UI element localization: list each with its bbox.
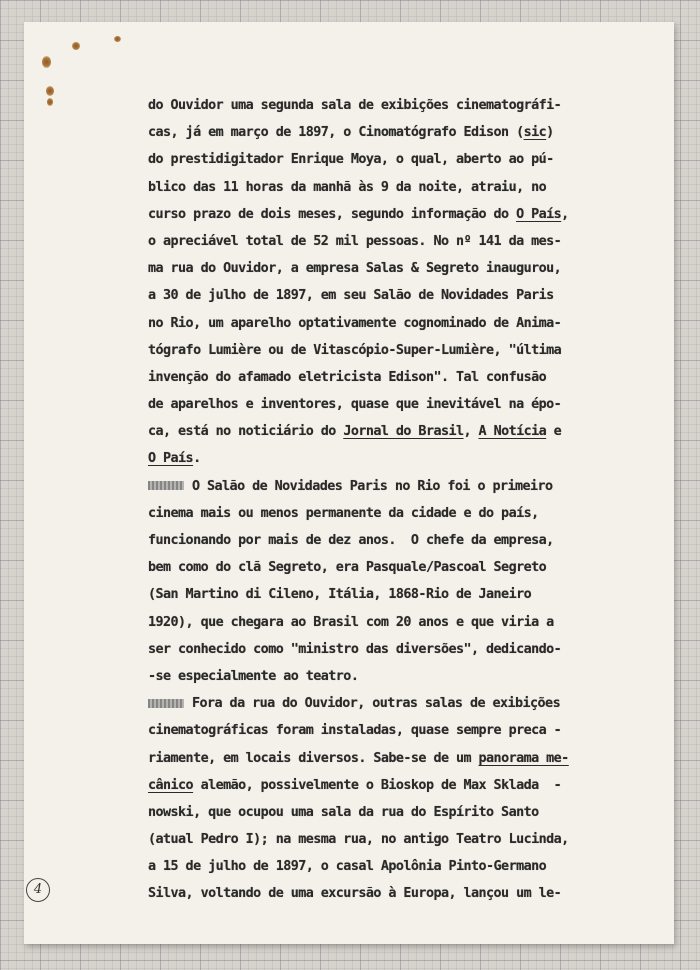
text-segment: cas, já em março de 1897, o Cinomatógrafo Edison ( — [148, 125, 524, 141]
text-line — [148, 201, 648, 228]
text-segment: do prestidigitador Enrique Moya, o qual, aberto ao pú- — [148, 152, 554, 168]
text-segment: Silva, voltando de uma excursão à Europa, lançou um le- — [148, 886, 562, 902]
text-segment: de aparelhos e inventores, quase que inevitável na épo- — [148, 397, 562, 413]
text-line — [148, 880, 648, 907]
text-segment: ma rua do Ouvidor, a empresa Salas & Segreto inaugurou, — [148, 261, 562, 277]
text-segment: funcionando por mais de dez anos. O chefe da empresa, — [148, 533, 554, 548]
text-segment: blico das 11 horas da manhã às 9 da noite, atraiu, no — [148, 179, 547, 195]
text-line — [148, 690, 648, 717]
text-segment: , — [463, 424, 479, 440]
paragraph-indent-mark — [148, 481, 184, 490]
rust-stain — [47, 98, 53, 106]
underlined-text: Jornal do Brasil — [343, 424, 464, 440]
rust-stain — [42, 56, 51, 68]
text-segment: cinema mais ou menos permanente da cidade e do país, — [148, 505, 539, 521]
text-line — [148, 717, 648, 744]
text-line — [148, 282, 648, 309]
text-line — [148, 418, 648, 445]
text-line — [148, 663, 648, 690]
text-line — [148, 255, 648, 282]
text-segment: a 30 de julho de 1897, em seu Salão de Novidades Paris — [148, 288, 554, 304]
text-line — [148, 745, 648, 772]
text-segment: riamente, em locais diversos. Sabe-se de um — [148, 750, 479, 766]
text-segment: e — [546, 424, 562, 440]
rust-stain — [72, 42, 80, 50]
text-line — [148, 228, 648, 255]
rust-stain — [46, 86, 54, 96]
text-line — [148, 92, 648, 119]
text-line — [148, 364, 648, 391]
text-line — [148, 310, 648, 337]
text-segment: tógrafo Lumière ou de Vitascópio-Super-Lumière, "última — [148, 342, 562, 358]
text-line — [148, 500, 648, 527]
text-line — [148, 473, 648, 500]
paragraph-indent-mark — [148, 699, 184, 708]
text-segment: (atual Pedro I); na mesma rua, no antigo Teatro Lucinda, — [148, 832, 569, 848]
underlined-text: O País — [516, 206, 562, 222]
text-segment: ) — [546, 125, 554, 141]
text-segment: cinematográficas foram instaladas, quase sempre preca - — [148, 723, 562, 739]
text-line — [148, 581, 648, 608]
text-line — [148, 799, 648, 826]
text-line — [148, 445, 648, 472]
text-segment: invenção do afamado eletricista Edison". Tal confusão — [148, 369, 547, 385]
text-line — [148, 119, 648, 146]
text-line — [148, 174, 648, 201]
text-segment: . — [193, 451, 201, 467]
text-segment: (San Martino di Cileno, Itália, 1868-Rio de Janeiro — [148, 587, 532, 603]
text-segment: curso prazo de dois meses, segundo informação do — [148, 206, 517, 222]
text-segment: a 15 de julho de 1897, o casal Apolônia Pinto-Germano — [148, 859, 547, 875]
text-segment: ca, está no noticiário do — [148, 424, 344, 440]
text-line — [148, 337, 648, 364]
text-segment: no Rio, um aparelho optativamente cognominado de Anima- — [148, 315, 562, 331]
text-segment: do Ouvidor uma segunda sala de exibições cinematográfi- — [148, 98, 562, 113]
text-line — [148, 146, 648, 173]
text-line — [148, 772, 648, 799]
rust-stain — [114, 36, 121, 42]
underlined-text: panorama me- — [478, 750, 569, 766]
text-segment: bem como do clã Segreto, era Pasquale/Pascoal Segreto — [148, 560, 547, 576]
text-segment: ser conhecido como "ministro das diversões", dedicando- — [148, 641, 562, 657]
underlined-text: cânico — [148, 777, 194, 793]
text-segment: O Salão de Novidades Paris no Rio foi o primeiro — [192, 478, 553, 494]
text-segment: o apreciável total de 52 mil pessoas. No nº 141 da mes- — [148, 233, 562, 249]
text-line — [148, 826, 648, 853]
text-line — [148, 636, 648, 663]
text-line — [148, 527, 648, 554]
text-line — [148, 554, 648, 581]
text-segment: -se especialmente ao teatro. — [148, 668, 359, 684]
page-number: 4 — [26, 878, 50, 902]
text-line — [148, 853, 648, 880]
text-segment: , — [561, 206, 569, 222]
text-line — [148, 609, 648, 636]
text-segment: nowski, que ocupou uma sala da rua do Espírito Santo — [148, 804, 539, 820]
text-line — [148, 391, 648, 418]
underlined-text: sic — [523, 125, 547, 141]
document-body — [148, 92, 648, 908]
text-segment: Fora da rua do Ouvidor, outras salas de exibições — [192, 696, 561, 712]
text-segment: alemão, possivelmente o Bioskop de Max Sklada - — [193, 777, 562, 793]
underlined-text: A Notícia — [478, 424, 547, 440]
underlined-text: O País — [148, 451, 194, 467]
text-segment: 1920), que chegara ao Brasil com 20 anos e que viria a — [148, 614, 554, 630]
